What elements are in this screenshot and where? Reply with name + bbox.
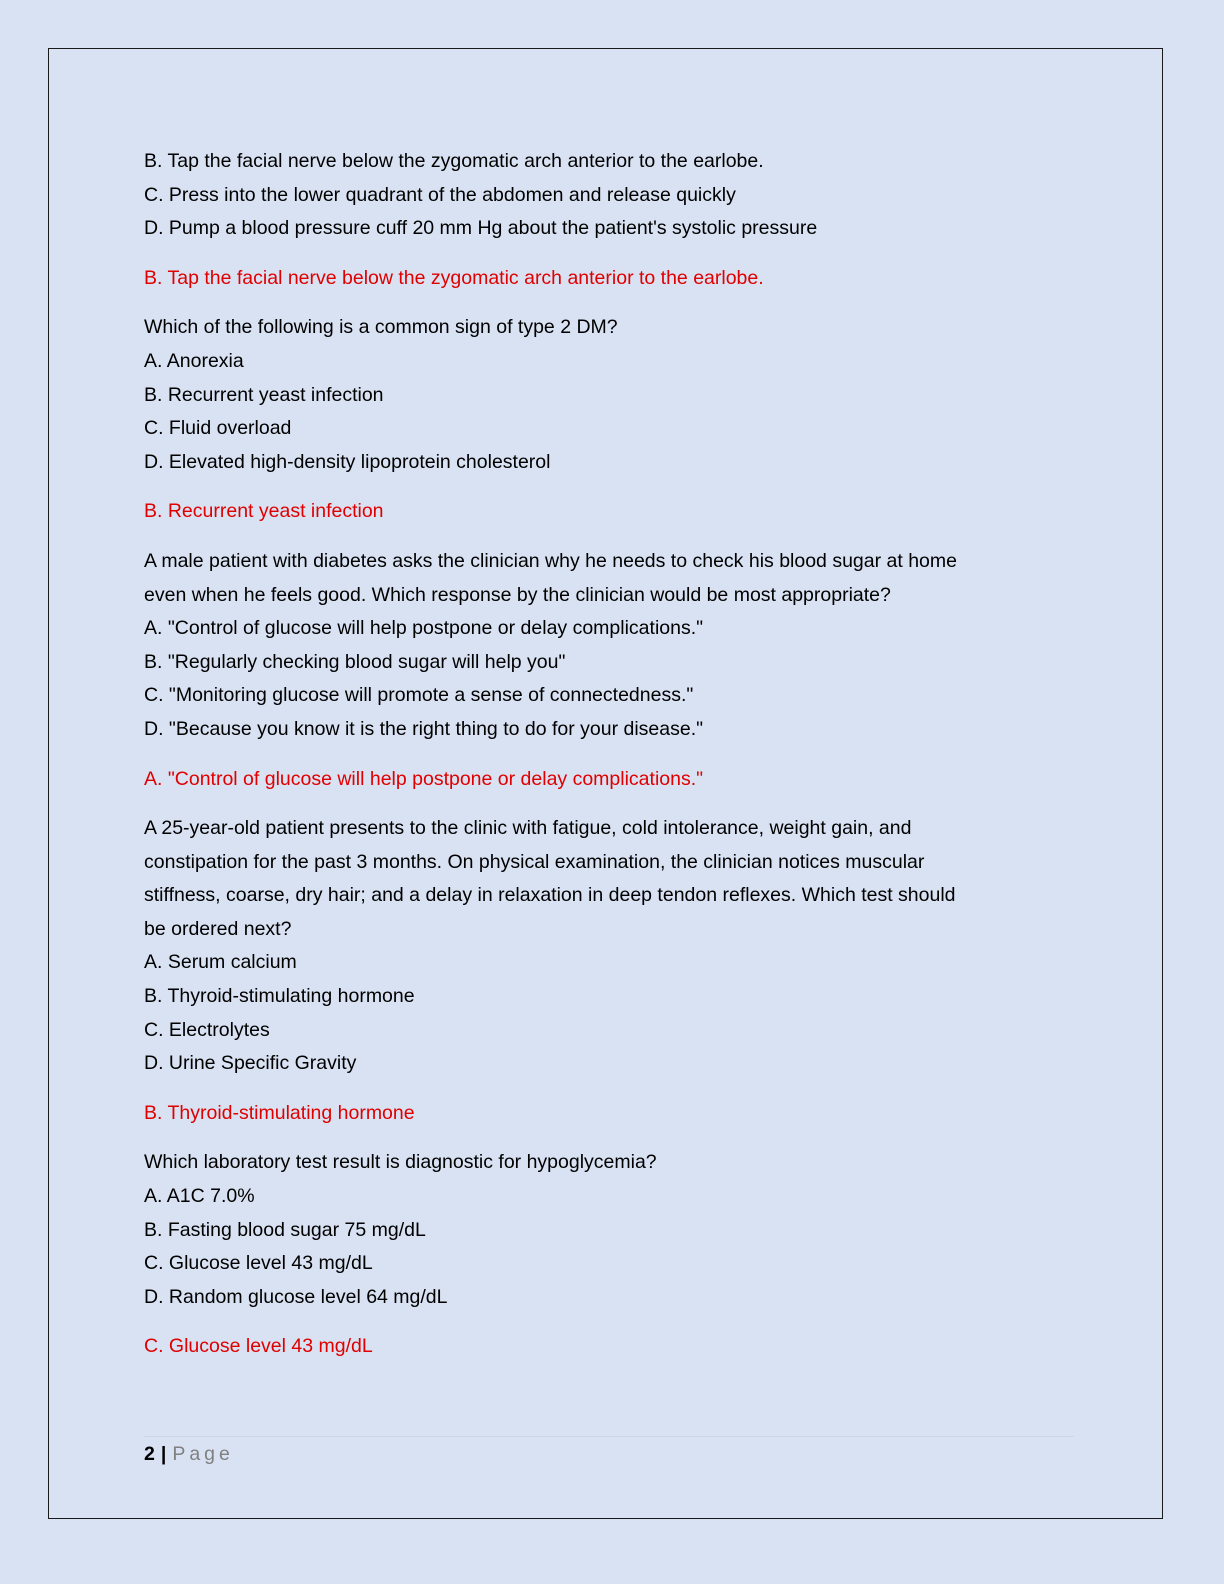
option-c: C. "Monitoring glucose will promote a sense of connectedness." bbox=[144, 684, 694, 707]
answer-5: C. Glucose level 43 mg/dL bbox=[144, 1335, 373, 1358]
option-a: A. Anorexia bbox=[144, 349, 244, 372]
page-content bbox=[144, 145, 1069, 1380]
option-c: C. Press into the lower quadrant of the abdomen and release quickly bbox=[144, 183, 736, 206]
question-text-line-2: even when he feels good. Which response by the clinician would be most appropriate? bbox=[144, 583, 891, 606]
option-a: A. Serum calcium bbox=[144, 951, 297, 974]
option-d: D. Random glucose level 64 mg/dL bbox=[144, 1285, 448, 1308]
answer-3: A. "Control of glucose will help postpone or delay complications." bbox=[144, 767, 704, 790]
page-label: Page bbox=[172, 1443, 234, 1465]
answer-4: B. Thyroid-stimulating hormone bbox=[144, 1101, 415, 1124]
footer-divider bbox=[144, 1436, 1074, 1437]
question-text-line-3: stiffness, coarse, dry hair; and a delay in relaxation in deep tendon reflexes. Which test should bbox=[144, 884, 956, 907]
option-a: A. "Control of glucose will help postpone or delay complications." bbox=[144, 617, 704, 640]
question-text-line-4: be ordered next? bbox=[144, 917, 292, 940]
answer-1: B. Tap the facial nerve below the zygomatic arch anterior to the earlobe. bbox=[144, 266, 764, 289]
option-c: C. Fluid overload bbox=[144, 417, 292, 440]
option-d: D. Elevated high-density lipoprotein cholesterol bbox=[144, 450, 551, 473]
answer-2: B. Recurrent yeast infection bbox=[144, 500, 384, 523]
option-b: B. Tap the facial nerve below the zygomatic arch anterior to the earlobe. bbox=[144, 150, 764, 172]
option-b: B. "Regularly checking blood sugar will help you" bbox=[144, 650, 566, 673]
page-footer bbox=[144, 1440, 234, 1468]
question-block-5 bbox=[144, 1146, 1069, 1314]
option-c: C. Glucose level 43 mg/dL bbox=[144, 1252, 373, 1275]
option-c: C. Electrolytes bbox=[144, 1018, 270, 1041]
option-b: B. Fasting blood sugar 75 mg/dL bbox=[144, 1218, 426, 1241]
question-text: Which laboratory test result is diagnostic for hypoglycemia? bbox=[144, 1151, 657, 1174]
question-text: Which of the following is a common sign of type 2 DM? bbox=[144, 316, 618, 339]
question-block-2 bbox=[144, 311, 1069, 479]
option-d: D. Pump a blood pressure cuff 20 mm Hg about the patient's systolic pressure bbox=[144, 217, 818, 240]
option-a: A. A1C 7.0% bbox=[144, 1185, 255, 1208]
question-block-1 bbox=[144, 145, 1069, 246]
question-block-3 bbox=[144, 545, 1069, 747]
footer-separator: | bbox=[160, 1443, 167, 1465]
page-number: 2 bbox=[144, 1443, 155, 1465]
question-block-4 bbox=[144, 812, 1069, 1081]
question-text-line-1: A 25-year-old patient presents to the clinic with fatigue, cold intolerance, weight gain, and bbox=[144, 817, 912, 840]
question-text-line-2: constipation for the past 3 months. On physical examination, the clinician notices muscular bbox=[144, 850, 925, 873]
option-d: D. Urine Specific Gravity bbox=[144, 1052, 357, 1075]
question-text-line-1: A male patient with diabetes asks the clinician why he needs to check his blood sugar at home bbox=[144, 549, 957, 572]
option-d: D. "Because you know it is the right thing to do for your disease." bbox=[144, 717, 704, 740]
option-b: B. Recurrent yeast infection bbox=[144, 383, 384, 406]
option-b: B. Thyroid-stimulating hormone bbox=[144, 985, 415, 1008]
